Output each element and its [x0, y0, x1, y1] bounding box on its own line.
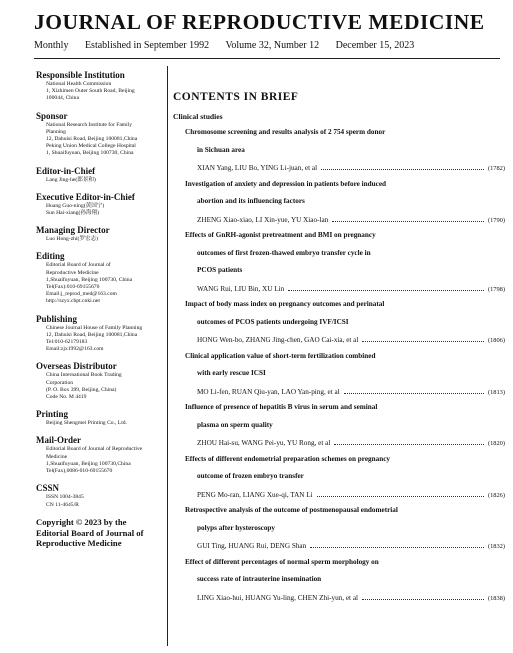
contents-entries	[173, 128, 505, 603]
toc-entry-page[interactable]: (1820)	[487, 440, 505, 447]
toc-entry-page[interactable]: (1782)	[487, 165, 505, 172]
toc-leader-dots	[362, 335, 484, 342]
toc-entry-page[interactable]: (1798)	[487, 285, 505, 293]
toc-entry-authors: ZHOU Hai-su, WANG Pei-yu, YU Rong, et al	[197, 439, 331, 447]
sidebar-line: Chinese Journal House of Family Planning	[46, 324, 143, 331]
sidebar-section	[36, 361, 164, 401]
sidebar-section	[36, 409, 164, 427]
toc-entry-title-cont[interactable]: outcome of frozen embryo transfer	[197, 472, 304, 480]
sidebar-heading: Managing Director	[36, 225, 110, 236]
toc-entry-title-cont[interactable]: in Sichuan area	[197, 145, 245, 154]
sidebar-line: CN 11-4645/R	[46, 501, 79, 508]
sidebar-line: 1, Shuaifuyuan, Beijing 100730, China	[46, 150, 134, 157]
toc-entry-byline	[197, 215, 505, 226]
toc-entry-title[interactable]: Chromosome screening and results analysis of 2 754 sperm donor	[185, 128, 386, 136]
toc-leader-dots	[362, 593, 484, 600]
toc-entry	[173, 180, 505, 226]
sidebar-line: Planning	[46, 128, 66, 135]
toc-entry-byline	[197, 284, 505, 295]
sidebar-line: 12, Dahuisi Road, Beijing 100081,China	[46, 331, 138, 338]
toc-leader-dots	[344, 387, 484, 394]
contents-heading: CONTENTS IN BRIEF	[173, 91, 299, 103]
volume-number: Volume 32, Number 12	[225, 40, 320, 51]
toc-entry-authors: ZHENG Xiao-xiao, LI Xin-yue, YU Xiao-lan	[197, 215, 329, 224]
copyright-line: Reproductive Medicine	[36, 538, 122, 549]
sidebar-heading: Printing	[36, 409, 69, 420]
toc-entry-title[interactable]: Clinical application value of short-term fertilization combined	[185, 351, 376, 360]
sidebar-line: ISSN 1004-3845	[46, 494, 84, 501]
toc-entry	[173, 231, 505, 294]
sidebar-line: National Research Institute for Family	[46, 121, 133, 128]
toc-entry-byline	[197, 490, 505, 501]
toc-entry-byline	[197, 438, 505, 449]
toc-entry	[173, 403, 505, 449]
copyright-line: Editorial Board of Journal of	[36, 527, 144, 538]
sidebar-line: Email:j_reprod_med@163.com	[46, 291, 117, 298]
sidebar-line: National Health Commission	[46, 81, 112, 87]
toc-entry-title[interactable]: Effects of GnRH-agonist pretreatment and BMI on pregnancy	[185, 231, 376, 239]
sidebar-line: Editorial Board of Journal of Reproductive	[46, 446, 143, 453]
sidebar-heading: Responsible Institution	[36, 70, 125, 80]
sidebar-line: Tel:010-62179183	[46, 339, 88, 346]
sidebar-section	[36, 314, 164, 354]
sidebar-section	[36, 251, 164, 305]
toc-entry-title-cont[interactable]: with early rescue ICSI	[197, 369, 266, 377]
sidebar-heading: Mail-Order	[36, 435, 81, 446]
sidebar-heading: Executive Editor-in-Chief	[36, 191, 135, 202]
column-divider	[167, 66, 168, 646]
journal-title: JOURNAL OF REPRODUCTIVE MEDICINE	[34, 10, 485, 34]
sidebar-heading: Editor-in-Chief	[36, 165, 96, 176]
toc-entry-byline	[197, 541, 505, 552]
toc-entry-authors: HONG Wen-bo, ZHANG Jing-chen, GAO Cai-xia, et al	[197, 336, 359, 344]
sidebar-heading: Publishing	[36, 313, 78, 324]
toc-leader-dots	[321, 163, 484, 170]
toc-entry-title[interactable]: Retrospective analysis of the outcome of postmenopausal endometrial	[185, 506, 398, 514]
sidebar-line: Beijing Shengmei Printing Co., Ltd.	[46, 420, 127, 427]
toc-entry-authors: XIAN Yang, LIU Bo, YING Li-juan, et al	[197, 164, 318, 172]
toc-entry	[173, 558, 505, 604]
header-rule	[34, 58, 500, 59]
established: Established in September 1992	[84, 40, 210, 51]
issue-date: December 15, 2023	[335, 40, 415, 51]
toc-leader-dots	[317, 490, 484, 497]
toc-entry-title[interactable]: Effect of different percentages of normal sperm morphology on	[185, 557, 379, 566]
sidebar-line: 100044, China	[46, 95, 79, 102]
toc-leader-dots	[310, 541, 484, 548]
sidebar-line: Reproductive Medicine	[46, 269, 99, 276]
sidebar-line: Tel(Fax):010-69155670	[46, 284, 100, 291]
toc-entry-authors: WANG Rui, LIU Bin, XU Lin	[197, 284, 285, 293]
toc-entry-title[interactable]: Influence of presence of hepatitis B virus in serum and seminal	[185, 403, 378, 411]
toc-entry	[173, 300, 505, 346]
sidebar-line: China International Book Trading	[46, 372, 122, 379]
toc-entry-page[interactable]: (1813)	[487, 388, 505, 396]
sidebar-line: http://szyx.cbpt.cnki.net	[46, 298, 100, 305]
sidebar-heading: Sponsor	[36, 110, 68, 121]
toc-entry-title[interactable]: Effects of different endometrial preparation schemes on pregnancy	[185, 454, 391, 463]
masthead	[34, 10, 504, 51]
toc-leader-dots	[332, 215, 484, 222]
sidebar-section	[36, 70, 164, 103]
toc-entry-authors: LING Xiao-hui, HUANG Yu-ling, CHEN Zhi-yun, et al	[197, 593, 359, 602]
toc-entry-authors: GUI Ting, HUANG Rui, DENG Shan	[197, 542, 307, 550]
sidebar-line: 1, Xizhimen Outer South Road, Beijing	[46, 88, 135, 95]
toc-entry-byline	[197, 335, 505, 346]
sidebar-line: 12, Dahuisi Road, Beijing 100081,China	[46, 136, 138, 143]
sidebar-line: Medicine	[46, 453, 68, 460]
toc-entry-page[interactable]: (1790)	[487, 216, 505, 224]
sidebar-line: Luo Hong-zhi(罗宏志)	[46, 236, 99, 243]
toc-entry-title[interactable]: Investigation of anxiety and depression in patients before induced	[185, 179, 387, 188]
toc-entry-authors: PENG Mo-ran, LIANG Xue-qi, TAN Li	[197, 490, 313, 499]
toc-entry-byline	[197, 387, 505, 398]
sidebar-line: Email:zjx1992@163.com	[46, 346, 104, 353]
copyright-block	[36, 517, 164, 549]
toc-entry-title-cont[interactable]: outcomes of first frozen-thawed embryo transfer cycle in	[197, 248, 371, 257]
contents-column	[173, 90, 505, 603]
sidebar-line: 1,Shuaifuyuan, Beijing 100730, China	[46, 276, 133, 283]
toc-entry-byline	[197, 163, 505, 174]
sidebar-section	[36, 225, 164, 243]
sidebar-section	[36, 166, 164, 184]
toc-entry	[173, 455, 505, 501]
sidebar-heading: Overseas Distributor	[36, 361, 117, 372]
toc-entry-title-cont[interactable]: success rate of intrauterine insemination	[197, 575, 322, 583]
sidebar-line: Huang Guo-ning(黄国宁)	[46, 202, 105, 209]
toc-entry-byline	[197, 593, 505, 604]
sidebar-line: Tel(Fax),0086-010-69155670	[46, 468, 113, 475]
sidebar-section	[36, 435, 164, 475]
toc-entry	[173, 352, 505, 398]
toc-entry-page[interactable]: (1826)	[487, 491, 505, 499]
journal-subline	[34, 40, 504, 51]
toc-entry	[173, 128, 505, 174]
toc-entry-title-cont[interactable]: PCOS patients	[197, 266, 243, 274]
toc-entry-title-cont[interactable]: plasma on sperm quality	[197, 420, 273, 429]
sidebar-line: Sun Hai-xiang(孙海翔)	[46, 210, 99, 217]
toc-entry-title[interactable]: Impact of body mass index on pregnancy outcomes and perinatal	[185, 300, 385, 308]
toc-entry	[173, 506, 505, 552]
toc-entry-authors: MO Li-fen, RUAN Qiu-yan, LAO Yan-ping, et al	[197, 387, 340, 396]
sidebar-line: Peking Union Medical College Hospital	[46, 143, 136, 150]
toc-entry-page[interactable]: (1832)	[487, 543, 505, 550]
copyright-line: Copyright © 2023 by the	[36, 516, 127, 527]
toc-entry-title-cont[interactable]: polyps after hysteroscopy	[197, 523, 275, 532]
toc-entry-title-cont[interactable]: abortion and its influencing factors	[197, 197, 305, 205]
sidebar-line: Code No. M 4419	[46, 394, 87, 401]
sidebar-section	[36, 483, 164, 508]
toc-entry-page[interactable]: (1838)	[487, 594, 505, 602]
toc-entry-title-cont[interactable]: outcomes of PCOS patients undergoing IVF/ICSI	[197, 317, 349, 326]
sidebar-heading: Editing	[36, 251, 65, 262]
contents-category: Clinical studies	[173, 112, 223, 121]
frequency: Monthly	[34, 40, 69, 51]
sidebar-section	[36, 192, 164, 217]
sidebar-line: (P. O. Box 399, Beijing, China)	[46, 386, 117, 393]
sidebar-line: 1,Shuaifuyuan, Beijing 100730,China	[46, 460, 131, 467]
toc-leader-dots	[334, 438, 484, 445]
sidebar-line: Lang Jing-he(郎景和)	[46, 176, 96, 183]
sidebar-heading: CSSN	[36, 483, 60, 494]
sidebar-line: Corporation	[46, 379, 74, 386]
sidebar-line: Editorial Board of Journal of	[46, 262, 111, 269]
masthead-sidebar	[36, 70, 164, 549]
sidebar-section	[36, 111, 164, 158]
toc-entry-page[interactable]: (1806)	[487, 337, 505, 344]
toc-leader-dots	[288, 284, 484, 291]
